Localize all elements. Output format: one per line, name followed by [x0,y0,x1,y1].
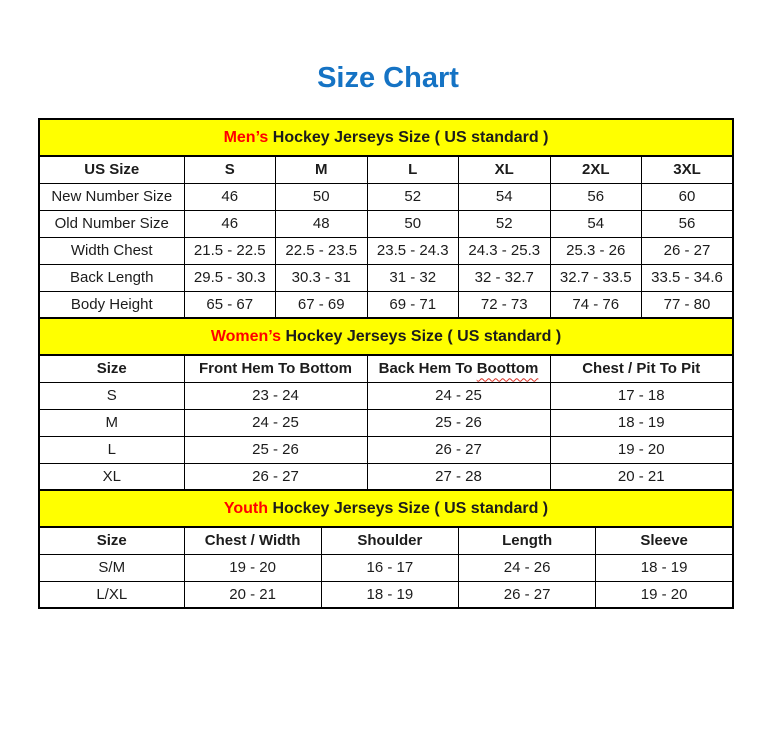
table-cell: 19 - 20 [184,554,321,581]
column-header: Size [39,355,184,382]
table-cell: 20 - 21 [184,581,321,608]
table-cell: 25.3 - 26 [550,237,642,264]
banner-highlight: Women’s [210,327,282,345]
row-label: L/XL [39,581,184,608]
table-banner-cell [39,318,733,355]
table-cell: 23.5 - 24.3 [367,237,459,264]
table-cell: 19 - 20 [596,581,733,608]
column-header-text: Back Hem To [378,360,477,378]
column-header: Length [459,527,596,554]
table-cell: 29.5 - 30.3 [184,264,276,291]
table-cell: 60 [642,183,734,210]
banner-text: Hockey Jerseys Size ( US standard ) [268,128,549,146]
banner-text: Hockey Jerseys Size ( US standard ) [268,499,549,517]
page [0,62,776,754]
page-title: Size Chart [317,62,459,94]
table-banner-cell [39,119,733,156]
table-cell: 23 - 24 [184,382,367,409]
banner-highlight: Youth [223,499,268,517]
column-header-row [39,355,733,382]
table-cell: 21.5 - 22.5 [184,237,276,264]
table-cell: 26 - 27 [642,237,734,264]
table-cell: 24 - 26 [459,554,596,581]
table-cell: 27 - 28 [367,463,550,490]
size-chart [38,118,734,609]
table-cell: 26 - 27 [459,581,596,608]
column-header: M [276,156,368,183]
table-cell: 46 [184,210,276,237]
row-label: L [39,436,184,463]
table-cell: 54 [459,183,551,210]
table-cell: 65 - 67 [184,291,276,318]
table-cell: 69 - 71 [367,291,459,318]
column-header: S [184,156,276,183]
table-banner-cell [39,490,733,527]
row-label: Back Length [39,264,184,291]
column-header: 3XL [642,156,734,183]
table-cell: 17 - 18 [550,382,733,409]
womens-size-table [38,317,734,491]
table-cell: 33.5 - 34.6 [642,264,734,291]
table-cell: 56 [550,183,642,210]
table-cell: 52 [459,210,551,237]
row-label: M [39,409,184,436]
table-cell: 22.5 - 23.5 [276,237,368,264]
column-header: Shoulder [321,527,458,554]
table-cell: 74 - 76 [550,291,642,318]
table-cell: 48 [276,210,368,237]
table-cell: 54 [550,210,642,237]
table-cell: 18 - 19 [550,409,733,436]
table-row [39,463,733,490]
table-cell: 72 - 73 [459,291,551,318]
misspelled-word: Boottom [476,360,539,378]
table-cell: 20 - 21 [550,463,733,490]
table-row [39,291,733,318]
table-row [39,264,733,291]
table-cell: 50 [276,183,368,210]
column-header: US Size [39,156,184,183]
table-row [39,237,733,264]
table-cell: 16 - 17 [321,554,458,581]
column-header: Sleeve [596,527,733,554]
column-header: XL [459,156,551,183]
row-label: XL [39,463,184,490]
row-label: Body Height [39,291,184,318]
table-cell: 24.3 - 25.3 [459,237,551,264]
column-header-row [39,156,733,183]
column-header [367,355,550,382]
table-cell: 18 - 19 [321,581,458,608]
table-cell: 25 - 26 [184,436,367,463]
column-header: 2XL [550,156,642,183]
table-row [39,382,733,409]
mens-table-banner [39,119,733,156]
table-cell: 25 - 26 [367,409,550,436]
column-header: Chest / Width [184,527,321,554]
table-cell: 32 - 32.7 [459,264,551,291]
table-cell: 26 - 27 [367,436,550,463]
column-header: L [367,156,459,183]
table-cell: 32.7 - 33.5 [550,264,642,291]
row-label: S/M [39,554,184,581]
table-cell: 56 [642,210,734,237]
row-label: Old Number Size [39,210,184,237]
column-header: Size [39,527,184,554]
table-cell: 19 - 20 [550,436,733,463]
table-cell: 52 [367,183,459,210]
table-cell: 67 - 69 [276,291,368,318]
column-header: Chest / Pit To Pit [550,355,733,382]
table-row [39,183,733,210]
table-cell: 31 - 32 [367,264,459,291]
row-label: S [39,382,184,409]
column-header: Front Hem To Bottom [184,355,367,382]
table-cell: 30.3 - 31 [276,264,368,291]
row-label: New Number Size [39,183,184,210]
table-cell: 46 [184,183,276,210]
column-header-row [39,527,733,554]
table-row [39,409,733,436]
banner-text: Hockey Jerseys Size ( US standard ) [281,327,562,345]
table-row [39,210,733,237]
table-cell: 77 - 80 [642,291,734,318]
table-cell: 26 - 27 [184,463,367,490]
youth-table-banner [39,490,733,527]
table-cell: 24 - 25 [367,382,550,409]
table-cell: 18 - 19 [596,554,733,581]
row-label: Width Chest [39,237,184,264]
table-row [39,436,733,463]
mens-size-table [38,118,734,319]
banner-highlight: Men’s [223,128,269,146]
youth-size-table [38,489,734,609]
table-row [39,554,733,581]
table-row [39,581,733,608]
table-cell: 50 [367,210,459,237]
womens-table-banner [39,318,733,355]
table-cell: 24 - 25 [184,409,367,436]
